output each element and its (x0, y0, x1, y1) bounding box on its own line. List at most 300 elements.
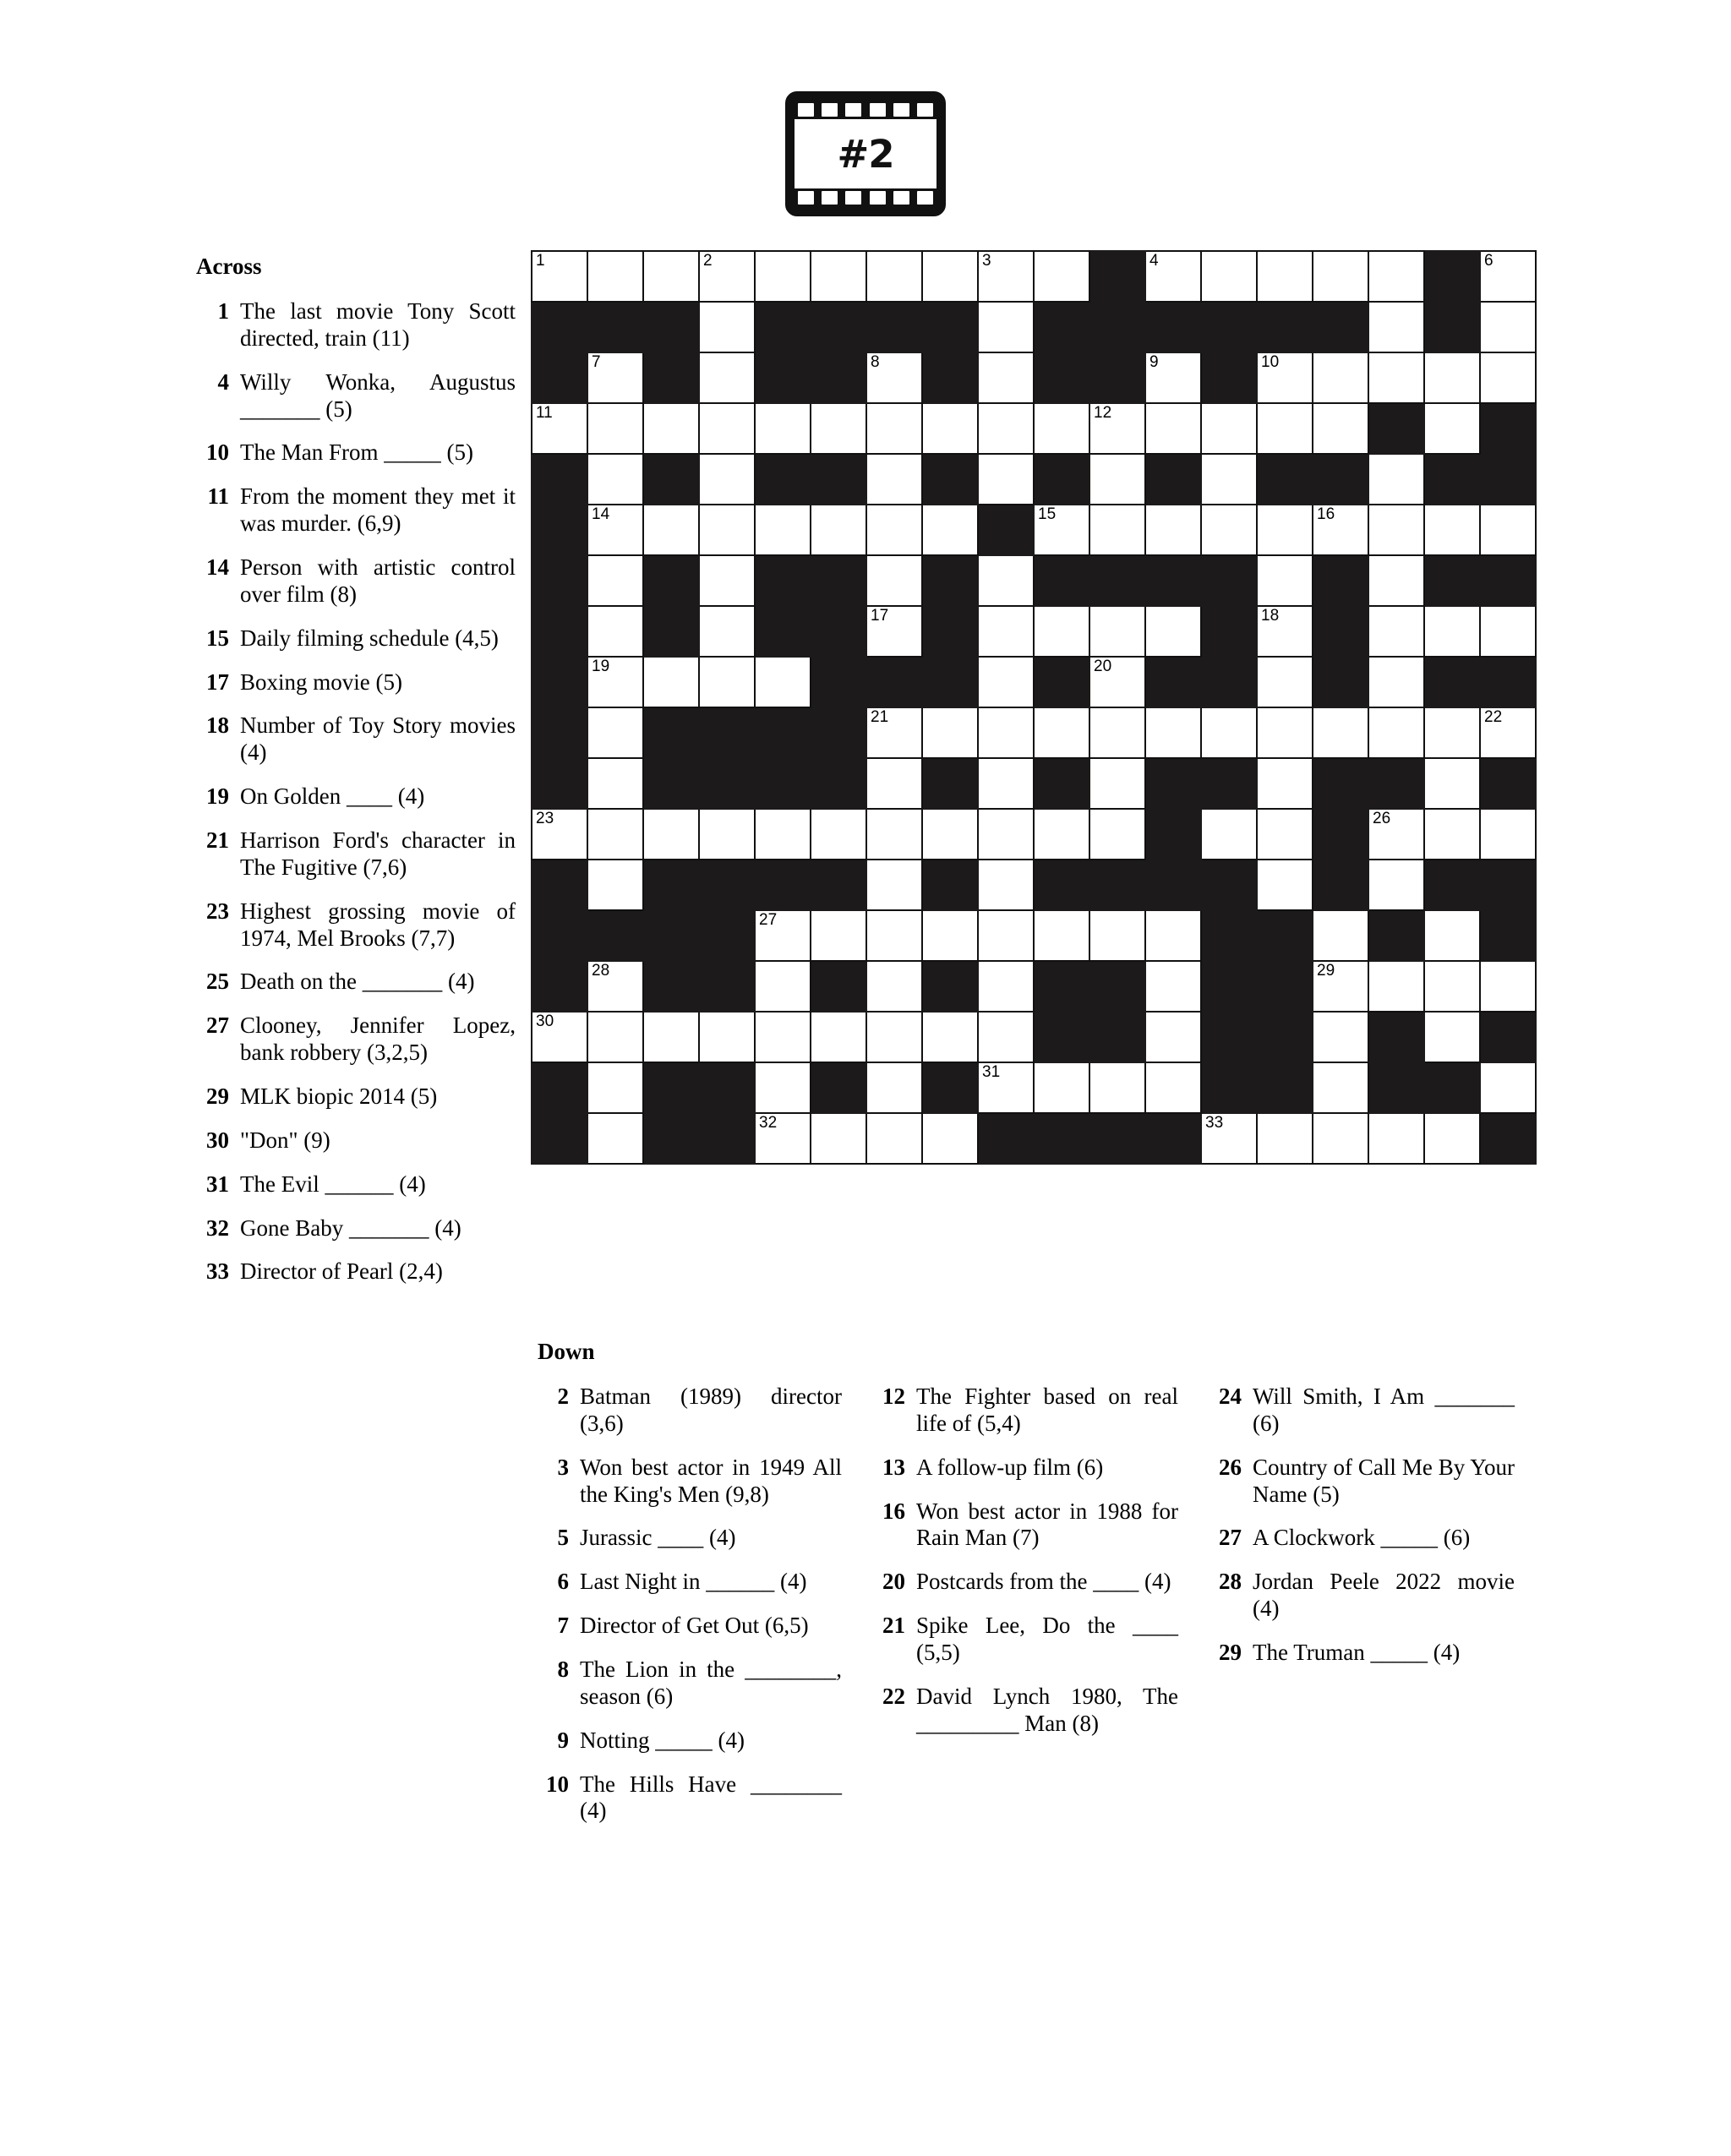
grid-cell-blocked (922, 555, 978, 606)
grid-cell-open[interactable] (922, 505, 978, 555)
clue-down-12[interactable] (874, 1384, 1178, 1438)
grid-cell-open[interactable] (699, 251, 755, 302)
grid-cell-open[interactable] (1424, 707, 1480, 758)
grid-cell-open[interactable] (1089, 758, 1145, 809)
grid-cell-open[interactable] (1257, 555, 1313, 606)
grid-cell-open[interactable] (1480, 352, 1536, 403)
grid-cell-open[interactable] (1257, 606, 1313, 657)
grid-cell-open[interactable] (1368, 860, 1424, 910)
grid-cell-open[interactable] (755, 505, 811, 555)
grid-cell-open[interactable] (978, 809, 1034, 860)
grid-cell-open[interactable] (1368, 555, 1424, 606)
grid-cell-open[interactable] (1424, 758, 1480, 809)
grid-cell-blocked (1034, 352, 1089, 403)
grid-cell-open[interactable] (643, 251, 699, 302)
grid-cell-open[interactable] (1034, 809, 1089, 860)
clue-across-10[interactable] (196, 439, 516, 467)
grid-cell-open[interactable] (866, 454, 922, 505)
grid-cell-blocked (1424, 251, 1480, 302)
grid-cell-open[interactable] (1424, 910, 1480, 961)
clue-across-30[interactable] (196, 1127, 516, 1154)
grid-cell-open[interactable] (1480, 707, 1536, 758)
grid-cell-open[interactable] (1145, 1012, 1201, 1062)
grid-cell-open[interactable] (1257, 809, 1313, 860)
grid-cell-open[interactable] (1201, 809, 1257, 860)
grid-cell-number: 11 (536, 404, 553, 422)
grid-cell-open[interactable] (1034, 910, 1089, 961)
grid-cell-open[interactable] (1145, 606, 1201, 657)
grid-cell-open[interactable] (1257, 707, 1313, 758)
grid-cell-open[interactable] (1313, 1012, 1368, 1062)
grid-cell-open[interactable] (1145, 251, 1201, 302)
grid-row (532, 302, 1536, 352)
grid-cell-blocked (1257, 454, 1313, 505)
grid-cell-open[interactable] (755, 1113, 811, 1164)
grid-cell-open[interactable] (1424, 1012, 1480, 1062)
grid-cell-open[interactable] (587, 505, 643, 555)
grid-cell-open[interactable] (978, 1012, 1034, 1062)
clue-number: 15 (206, 625, 229, 651)
grid-cell-open[interactable] (866, 1062, 922, 1113)
grid-cell-open[interactable] (1424, 1113, 1480, 1164)
grid-cell-blocked (643, 1062, 699, 1113)
grid-cell-open[interactable] (755, 910, 811, 961)
grid-cell-open[interactable] (1201, 251, 1257, 302)
grid-cell-open[interactable] (699, 352, 755, 403)
grid-cell-open[interactable] (587, 606, 643, 657)
grid-cell-open[interactable] (1145, 910, 1201, 961)
grid-cell-open[interactable] (1145, 403, 1201, 454)
grid-cell-open[interactable] (587, 1062, 643, 1113)
grid-cell-open[interactable] (1368, 657, 1424, 707)
grid-cell-open[interactable] (866, 910, 922, 961)
grid-cell-blocked (1480, 555, 1536, 606)
clue-down-2[interactable] (538, 1384, 842, 1438)
clue-down-7[interactable] (538, 1613, 842, 1640)
grid-cell-blocked (1145, 758, 1201, 809)
grid-cell-open[interactable] (1257, 860, 1313, 910)
grid-cell-number: 7 (592, 353, 601, 371)
grid-cell-open[interactable] (1424, 352, 1480, 403)
grid-cell-open[interactable] (978, 910, 1034, 961)
grid-cell-blocked (1201, 352, 1257, 403)
grid-cell-open[interactable] (1034, 251, 1089, 302)
clue-down-22[interactable] (874, 1684, 1178, 1738)
grid-cell-open[interactable] (587, 251, 643, 302)
clue-down-16[interactable] (874, 1498, 1178, 1553)
grid-cell-open[interactable] (755, 961, 811, 1012)
grid-cell-open[interactable] (1368, 251, 1424, 302)
grid-cell-open[interactable] (1089, 809, 1145, 860)
grid-cell-open[interactable] (1089, 606, 1145, 657)
clue-text: Highest grossing movie of 1974, Mel Brooks (7,7) (240, 898, 516, 951)
grid-cell-open[interactable] (587, 860, 643, 910)
grid-cell-open[interactable] (978, 1062, 1034, 1113)
grid-row (532, 403, 1536, 454)
grid-cell-open[interactable] (978, 555, 1034, 606)
clue-down-13[interactable] (874, 1455, 1178, 1482)
grid-cell-open[interactable] (978, 860, 1034, 910)
grid-cell-open[interactable] (1089, 505, 1145, 555)
grid-cell-open[interactable] (755, 403, 811, 454)
clue-text: Won best actor in 1949 All the King's Men (9,8) (580, 1454, 842, 1507)
clue-text: Country of Call Me By Your Name (5) (1253, 1454, 1515, 1507)
crossword-grid[interactable] (531, 250, 1537, 1165)
grid-cell-blocked (1257, 302, 1313, 352)
clue-across-25[interactable] (196, 969, 516, 996)
clue-text: The Hills Have ________ (4) (580, 1771, 842, 1824)
clue-number: 27 (1219, 1525, 1242, 1551)
grid-cell-open[interactable] (866, 758, 922, 809)
grid-cell-open[interactable] (866, 961, 922, 1012)
grid-cell-open[interactable] (1368, 505, 1424, 555)
clue-down-5[interactable] (538, 1525, 842, 1552)
grid-cell-open[interactable] (1201, 454, 1257, 505)
grid-cell-open[interactable] (755, 251, 811, 302)
grid-cell-open[interactable] (1313, 505, 1368, 555)
grid-cell-open[interactable] (587, 555, 643, 606)
grid-cell-number: 22 (1484, 708, 1503, 726)
grid-cell-open[interactable] (1424, 505, 1480, 555)
grid-cell-open[interactable] (866, 860, 922, 910)
clue-text: Person with artistic control over film (8) (240, 554, 516, 607)
grid-cell-open[interactable] (978, 707, 1034, 758)
grid-cell-open[interactable] (587, 758, 643, 809)
clue-across-32[interactable] (196, 1215, 516, 1242)
grid-cell-open[interactable] (1368, 707, 1424, 758)
grid-cell-open[interactable] (643, 1012, 699, 1062)
grid-cell-open[interactable] (1313, 251, 1368, 302)
grid-cell-blocked (1089, 1012, 1145, 1062)
clue-across-33[interactable] (196, 1258, 516, 1285)
grid-cell-blocked (922, 606, 978, 657)
grid-cell-blocked (1034, 657, 1089, 707)
grid-cell-blocked (1480, 657, 1536, 707)
grid-cell-open[interactable] (1145, 505, 1201, 555)
clue-across-19[interactable] (196, 783, 516, 811)
grid-cell-open[interactable] (922, 910, 978, 961)
grid-cell-blocked (1089, 961, 1145, 1012)
grid-cell-open[interactable] (1089, 454, 1145, 505)
grid-cell-open[interactable] (978, 606, 1034, 657)
grid-cell-blocked (755, 758, 811, 809)
grid-cell-open[interactable] (1424, 809, 1480, 860)
grid-cell-open[interactable] (532, 809, 587, 860)
grid-cell-open[interactable] (587, 809, 643, 860)
grid-cell-open[interactable] (1145, 352, 1201, 403)
grid-cell-open[interactable] (1368, 454, 1424, 505)
grid-cell-open[interactable] (643, 505, 699, 555)
grid-cell-open[interactable] (755, 809, 811, 860)
clue-down-20[interactable] (874, 1569, 1178, 1596)
down-column-1 (538, 1339, 842, 1842)
grid-cell-blocked (1201, 961, 1257, 1012)
grid-cell-open[interactable] (1145, 961, 1201, 1012)
grid-row (532, 758, 1536, 809)
grid-cell-open[interactable] (978, 961, 1034, 1012)
clue-down-28[interactable] (1210, 1569, 1515, 1623)
grid-cell-open[interactable] (978, 454, 1034, 505)
clue-text: The Evil ______ (4) (240, 1171, 426, 1197)
grid-cell-open[interactable] (978, 657, 1034, 707)
grid-row (532, 1113, 1536, 1164)
grid-cell-blocked (532, 961, 587, 1012)
grid-cell-open[interactable] (922, 251, 978, 302)
grid-cell-open[interactable] (1480, 961, 1536, 1012)
grid-cell-open[interactable] (1368, 1113, 1424, 1164)
clue-across-17[interactable] (196, 669, 516, 696)
grid-cell-open[interactable] (978, 403, 1034, 454)
grid-cell-open[interactable] (1368, 809, 1424, 860)
grid-cell-open[interactable] (1257, 505, 1313, 555)
clue-text: Gone Baby _______ (4) (240, 1214, 461, 1241)
grid-cell-open[interactable] (1034, 505, 1089, 555)
grid-cell-open[interactable] (643, 809, 699, 860)
grid-cell-open[interactable] (811, 1012, 866, 1062)
clue-number: 30 (206, 1127, 229, 1153)
grid-cell-open[interactable] (1257, 758, 1313, 809)
grid-row (532, 860, 1536, 910)
grid-cell-open[interactable] (811, 1113, 866, 1164)
clue-text: Death on the _______ (4) (240, 969, 475, 995)
grid-cell-open[interactable] (532, 403, 587, 454)
grid-cell-open[interactable] (699, 454, 755, 505)
grid-cell-open[interactable] (1368, 606, 1424, 657)
grid-cell-open[interactable] (1201, 505, 1257, 555)
grid-cell-open[interactable] (1034, 1062, 1089, 1113)
grid-cell-open[interactable] (866, 606, 922, 657)
grid-cell-open[interactable] (699, 809, 755, 860)
grid-cell-open[interactable] (587, 403, 643, 454)
grid-cell-open[interactable] (1368, 961, 1424, 1012)
grid-cell-open[interactable] (811, 910, 866, 961)
grid-cell-blocked (1257, 961, 1313, 1012)
clue-number: 21 (882, 1613, 905, 1639)
grid-cell-number: 28 (592, 962, 610, 980)
grid-cell-blocked (811, 606, 866, 657)
grid-cell-blocked (532, 606, 587, 657)
grid-cell-open[interactable] (1089, 910, 1145, 961)
clue-number: 3 (557, 1454, 569, 1480)
clue-across-14[interactable] (196, 554, 516, 609)
clue-across-21[interactable] (196, 827, 516, 882)
clue-across-27[interactable] (196, 1013, 516, 1067)
clue-number: 4 (217, 368, 229, 395)
grid-cell-open[interactable] (866, 251, 922, 302)
clue-down-26[interactable] (1210, 1455, 1515, 1509)
grid-cell-blocked (1368, 1012, 1424, 1062)
grid-cell-open[interactable] (1145, 707, 1201, 758)
clue-text: Director of Pearl (2,4) (240, 1258, 443, 1285)
grid-cell-open[interactable] (587, 1113, 643, 1164)
grid-cell-number: 27 (759, 911, 778, 929)
grid-row (532, 505, 1536, 555)
clue-number: 33 (206, 1258, 229, 1285)
crossword-grid-table[interactable] (531, 250, 1537, 1165)
grid-cell-open[interactable] (587, 961, 643, 1012)
grid-cell-blocked (532, 758, 587, 809)
grid-cell-open[interactable] (587, 1012, 643, 1062)
grid-cell-open[interactable] (1480, 1062, 1536, 1113)
clue-down-3[interactable] (538, 1455, 842, 1509)
grid-cell-open[interactable] (755, 1012, 811, 1062)
clue-down-21[interactable] (874, 1613, 1178, 1667)
down-column-2-spacer (874, 1339, 1178, 1365)
grid-cell-number: 14 (592, 505, 610, 523)
grid-cell-open[interactable] (866, 809, 922, 860)
grid-cell-open[interactable] (1480, 251, 1536, 302)
grid-cell-open[interactable] (1313, 403, 1368, 454)
grid-cell-open[interactable] (1313, 1113, 1368, 1164)
clue-down-10[interactable] (538, 1771, 842, 1826)
grid-cell-open[interactable] (811, 403, 866, 454)
grid-cell-open[interactable] (1480, 302, 1536, 352)
grid-cell-blocked (811, 707, 866, 758)
grid-cell-open[interactable] (1257, 1113, 1313, 1164)
grid-cell-open[interactable] (587, 352, 643, 403)
grid-cell-open[interactable] (866, 1012, 922, 1062)
grid-cell-open[interactable] (811, 505, 866, 555)
grid-cell-open[interactable] (643, 403, 699, 454)
grid-cell-blocked (1424, 555, 1480, 606)
grid-cell-open[interactable] (978, 758, 1034, 809)
clue-down-29[interactable] (1210, 1640, 1515, 1667)
grid-cell-open[interactable] (1424, 403, 1480, 454)
grid-cell-blocked (1313, 606, 1368, 657)
grid-cell-open[interactable] (587, 454, 643, 505)
grid-cell-open[interactable] (866, 1113, 922, 1164)
grid-cell-blocked (643, 860, 699, 910)
grid-row (532, 454, 1536, 505)
grid-cell-open[interactable] (1480, 606, 1536, 657)
grid-cell-open[interactable] (922, 809, 978, 860)
clue-text: Number of Toy Story movies (4) (240, 712, 516, 766)
grid-cell-open[interactable] (866, 707, 922, 758)
clue-across-1[interactable] (196, 298, 516, 352)
down-column-3 (1210, 1339, 1515, 1842)
grid-cell-open[interactable] (1480, 809, 1536, 860)
clue-across-15[interactable] (196, 625, 516, 652)
grid-cell-open[interactable] (532, 1012, 587, 1062)
clue-across-11[interactable] (196, 483, 516, 538)
grid-cell-open[interactable] (1313, 352, 1368, 403)
grid-row (532, 657, 1536, 707)
clue-down-24[interactable] (1210, 1384, 1515, 1438)
grid-cell-open[interactable] (1034, 707, 1089, 758)
grid-cell-open[interactable] (699, 606, 755, 657)
grid-cell-open[interactable] (699, 505, 755, 555)
grid-cell-open[interactable] (699, 657, 755, 707)
clue-down-8[interactable] (538, 1657, 842, 1711)
grid-cell-open[interactable] (755, 657, 811, 707)
grid-cell-open[interactable] (866, 352, 922, 403)
grid-cell-blocked (699, 1062, 755, 1113)
clue-down-9[interactable] (538, 1728, 842, 1755)
clue-down-27[interactable] (1210, 1525, 1515, 1552)
grid-cell-open[interactable] (1089, 707, 1145, 758)
puzzle-number-label: #2 (837, 131, 894, 177)
grid-cell-open[interactable] (978, 251, 1034, 302)
grid-cell-open[interactable] (1313, 707, 1368, 758)
grid-cell-open[interactable] (643, 657, 699, 707)
grid-cell-blocked (1257, 910, 1313, 961)
grid-cell-open[interactable] (1257, 352, 1313, 403)
grid-cell-open[interactable] (1368, 302, 1424, 352)
grid-cell-blocked (866, 302, 922, 352)
grid-cell-number: 33 (1205, 1114, 1224, 1132)
grid-cell-open[interactable] (699, 302, 755, 352)
clue-across-18[interactable] (196, 712, 516, 767)
clue-across-31[interactable] (196, 1171, 516, 1198)
grid-cell-open[interactable] (532, 251, 587, 302)
film-perforations-top (795, 101, 936, 119)
grid-cell-open[interactable] (755, 1062, 811, 1113)
grid-cell-open[interactable] (1313, 910, 1368, 961)
grid-cell-number: 29 (1317, 962, 1335, 980)
grid-cell-open[interactable] (1034, 403, 1089, 454)
grid-cell-open[interactable] (1257, 657, 1313, 707)
clue-number: 5 (557, 1525, 569, 1551)
grid-cell-open[interactable] (922, 403, 978, 454)
grid-cell-open[interactable] (922, 707, 978, 758)
grid-cell-open[interactable] (699, 555, 755, 606)
clue-across-29[interactable] (196, 1083, 516, 1111)
grid-cell-open[interactable] (978, 352, 1034, 403)
grid-cell-open[interactable] (587, 707, 643, 758)
grid-cell-open[interactable] (1034, 606, 1089, 657)
grid-row (532, 251, 1536, 302)
grid-cell-open[interactable] (922, 1012, 978, 1062)
grid-cell-open[interactable] (1089, 1062, 1145, 1113)
grid-cell-blocked (1313, 860, 1368, 910)
clue-number: 18 (206, 712, 229, 739)
grid-cell-open[interactable] (866, 403, 922, 454)
clue-across-23[interactable] (196, 898, 516, 952)
grid-cell-open[interactable] (1313, 1062, 1368, 1113)
grid-cell-blocked (1089, 251, 1145, 302)
grid-cell-open[interactable] (978, 302, 1034, 352)
grid-cell-open[interactable] (1368, 352, 1424, 403)
puzzle-logo (0, 91, 1731, 216)
grid-cell-open[interactable] (1313, 961, 1368, 1012)
grid-cell-open[interactable] (1424, 606, 1480, 657)
grid-cell-open[interactable] (922, 1113, 978, 1164)
grid-cell-open[interactable] (1480, 505, 1536, 555)
grid-cell-open[interactable] (866, 555, 922, 606)
grid-cell-open[interactable] (1201, 403, 1257, 454)
grid-cell-open[interactable] (1424, 961, 1480, 1012)
grid-cell-open[interactable] (1201, 707, 1257, 758)
grid-cell-open[interactable] (699, 1012, 755, 1062)
clue-across-4[interactable] (196, 369, 516, 423)
grid-cell-open[interactable] (1145, 1062, 1201, 1113)
grid-cell-open[interactable] (866, 505, 922, 555)
clue-down-6[interactable] (538, 1569, 842, 1596)
grid-cell-number: 20 (1094, 658, 1112, 675)
grid-cell-open[interactable] (587, 657, 643, 707)
grid-cell-open[interactable] (1257, 403, 1313, 454)
grid-cell-open[interactable] (1089, 657, 1145, 707)
grid-row (532, 1062, 1536, 1113)
grid-cell-open[interactable] (811, 251, 866, 302)
grid-cell-blocked (1089, 555, 1145, 606)
grid-cell-open[interactable] (1089, 403, 1145, 454)
grid-cell-open[interactable] (811, 809, 866, 860)
grid-cell-open[interactable] (1201, 1113, 1257, 1164)
clue-text: Jurassic ____ (4) (580, 1525, 736, 1551)
grid-cell-open[interactable] (1257, 251, 1313, 302)
grid-cell-open[interactable] (699, 403, 755, 454)
